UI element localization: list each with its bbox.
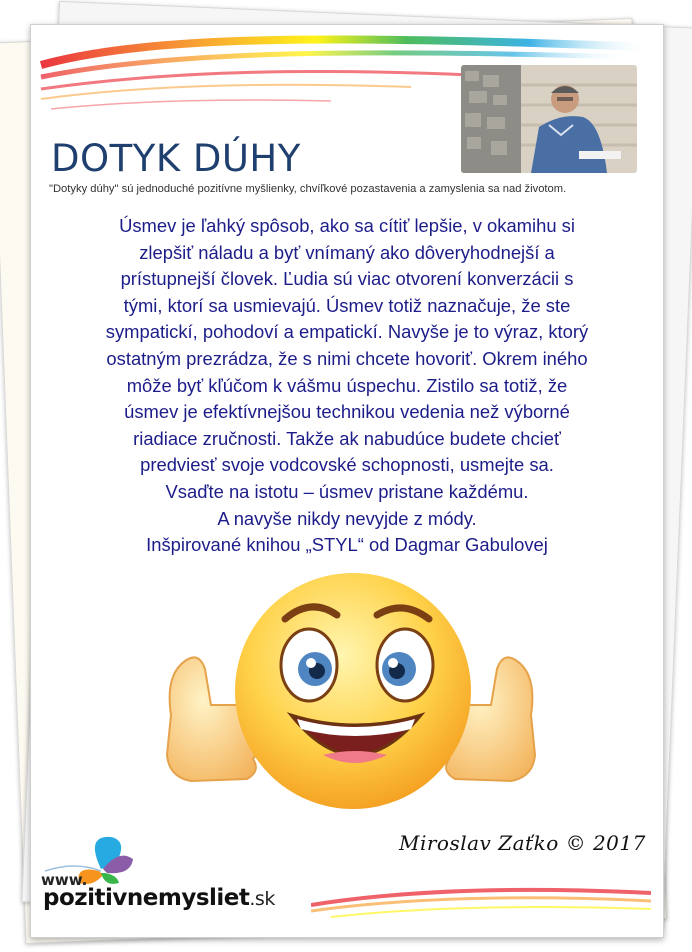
body-line: úsmev je efektívnejšou technikou vedenia než výborné xyxy=(124,401,570,423)
page-title: DOTYK DÚHY xyxy=(51,137,301,180)
page-subtitle: "Dotyky dúhy" sú jednoduché pozitívne myšlienky, chvíľkové pozastavenia a zamyslenia sa nad životom. xyxy=(49,183,567,195)
body-line: Úsmev je ľahký spôsob, ako sa cítiť lepšie, v okamihu si xyxy=(119,215,575,236)
rainbow-swoosh-bottom xyxy=(311,875,651,925)
body-line: predviesť svoje vodcovské schopnosti, usmejte sa. xyxy=(140,454,554,476)
author-photo xyxy=(461,65,637,173)
author-signature: Miroslav Zaťko © 2017 xyxy=(399,831,646,855)
body-line: môže byť kľúčom k vášmu úspechu. Zistilo sa totiž, že xyxy=(126,374,568,396)
body-line: zlepšiť náladu a byť vnímaný ako dôveryhodnejší a xyxy=(139,241,555,263)
body-line: Inšpirované knihou „STYL“ od Dagmar Gabulovej xyxy=(146,534,548,556)
body-line: ostatným prezrádza, že s nimi chcete hovoriť. Okrem iného xyxy=(106,347,588,369)
logo-tld: .sk xyxy=(249,888,275,910)
thumbs-up-smiley-icon xyxy=(141,565,561,835)
body-line: A navyše nikdy nevyjde z módy. xyxy=(217,507,477,529)
site-logo xyxy=(43,885,275,911)
logo-name: pozitivnemysliet xyxy=(43,885,250,911)
body-line: prístupnejší človek. Ľudia sú viac otvorení konverzácii s xyxy=(120,268,574,290)
poster-page xyxy=(30,24,664,938)
body-line: tými, ktorí sa usmievajú. Úsmev totiž naznačuje, že ste xyxy=(123,294,571,316)
logo-www: www. xyxy=(41,871,88,889)
body-line: Vsaďte na istotu – úsmev pristane každému. xyxy=(165,480,529,502)
body-line: sympatickí, pohodoví a empatickí. Navyše je to výraz, ktorý xyxy=(105,321,589,343)
body-paragraph xyxy=(41,213,653,559)
body-line: riadiace zručnosti. Takže ak nabudúce budete chcieť xyxy=(133,427,561,449)
